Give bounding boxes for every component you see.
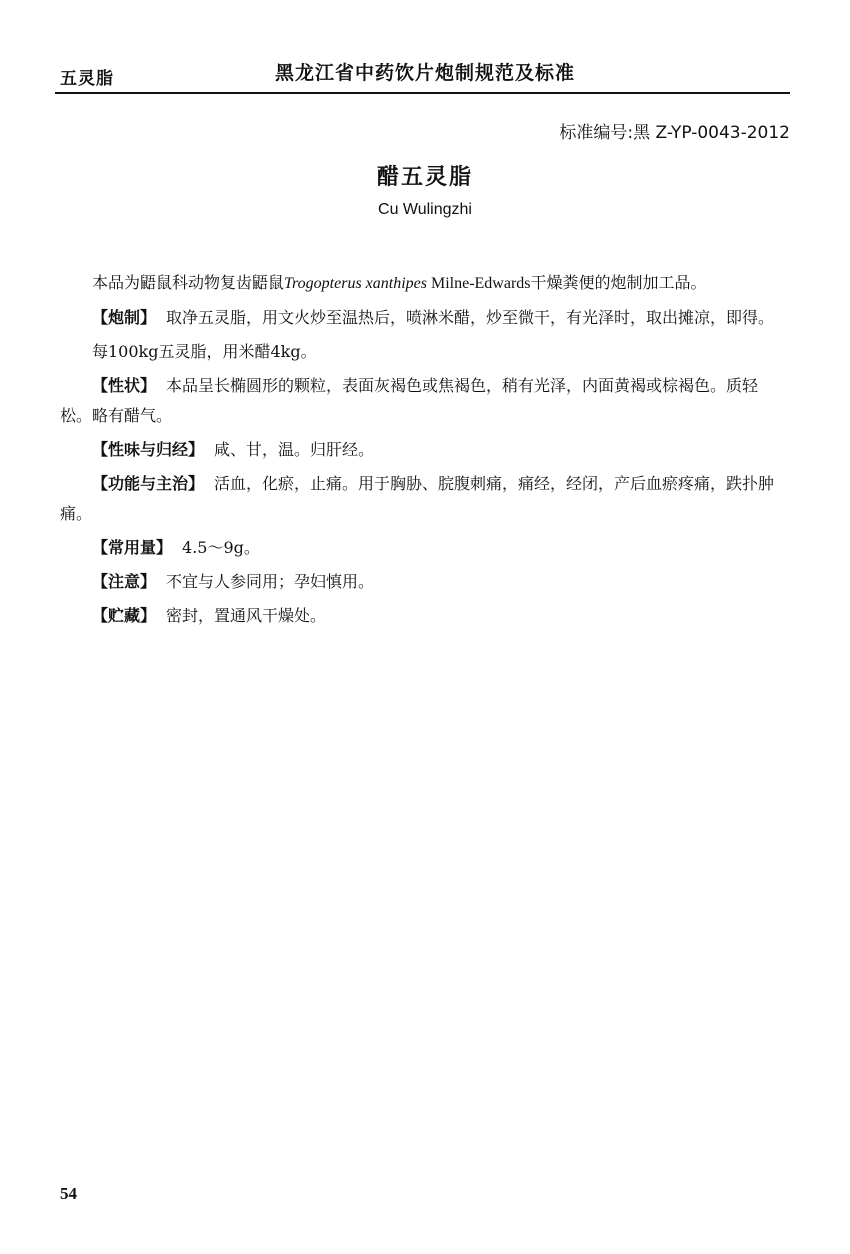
section-label: 【贮藏】: [92, 606, 157, 625]
page-subtitle-pinyin: Cu Wulingzhi: [378, 201, 472, 218]
section-text: 活血，化瘀，止痛。用于胸胁、脘腹刺痛，痛经，经闭，产后血瘀疼痛，跌扑肿痛。: [60, 474, 775, 523]
intro-text-before: 本品为鼯鼠科动物复齿鼯鼠: [92, 273, 285, 292]
running-header-book-title: 黑龙江省中药饮片炮制规范及标准: [275, 62, 576, 84]
section-text: 密封，置通风干燥处。: [166, 606, 327, 625]
section-label: 【性状】: [92, 376, 157, 395]
section-processing: [60, 303, 790, 333]
intro-latin-name: Trogopterus xanthipes: [284, 275, 427, 292]
section-label: 【炮制】: [92, 308, 157, 327]
section-label: 【功能与主治】: [92, 474, 205, 493]
section-text: 本品呈长椭圆形的颗粒，表面灰褐色或焦褐色，稍有光泽，内面黄褐或棕褐色。质轻松。略有醋气。: [60, 376, 759, 425]
monograph-body: [60, 268, 790, 635]
page-title: 醋五灵脂: [376, 165, 473, 190]
section-storage: [60, 601, 790, 631]
section-precautions: [60, 567, 790, 597]
section-label: 【常用量】: [92, 538, 173, 557]
section-label: 【注意】: [92, 572, 157, 591]
section-text: 不宜与人参同用；孕妇慎用。: [166, 572, 375, 591]
standard-number: 标准编号:黑 Z-YP-0043-2012: [559, 123, 790, 143]
intro-paragraph: [60, 268, 790, 299]
header-divider: [55, 92, 790, 94]
section-text: 4.5～9g。: [182, 538, 260, 557]
section-text: 每100kg五灵脂，用米醋4kg。: [92, 342, 317, 361]
section-label: 【性味与归经】: [92, 440, 205, 459]
page-number: 54: [60, 1184, 77, 1203]
section-text: 咸、甘，温。归肝经。: [214, 440, 375, 459]
intro-text-after: 干燥粪便的炮制加工品。: [530, 273, 707, 292]
running-header-section: 五灵脂: [60, 69, 114, 89]
intro-author: Milne-Edwards: [426, 275, 531, 292]
section-dosage: [60, 533, 790, 563]
section-text: 取净五灵脂，用文火炒至温热后，喷淋米醋，炒至微干，有光泽时，取出摊凉，即得。: [166, 308, 775, 327]
section-nature-meridian: [60, 435, 790, 465]
section-actions-indications: [60, 469, 790, 529]
section-description: [60, 371, 790, 431]
section-processing-ratio: [60, 337, 790, 367]
